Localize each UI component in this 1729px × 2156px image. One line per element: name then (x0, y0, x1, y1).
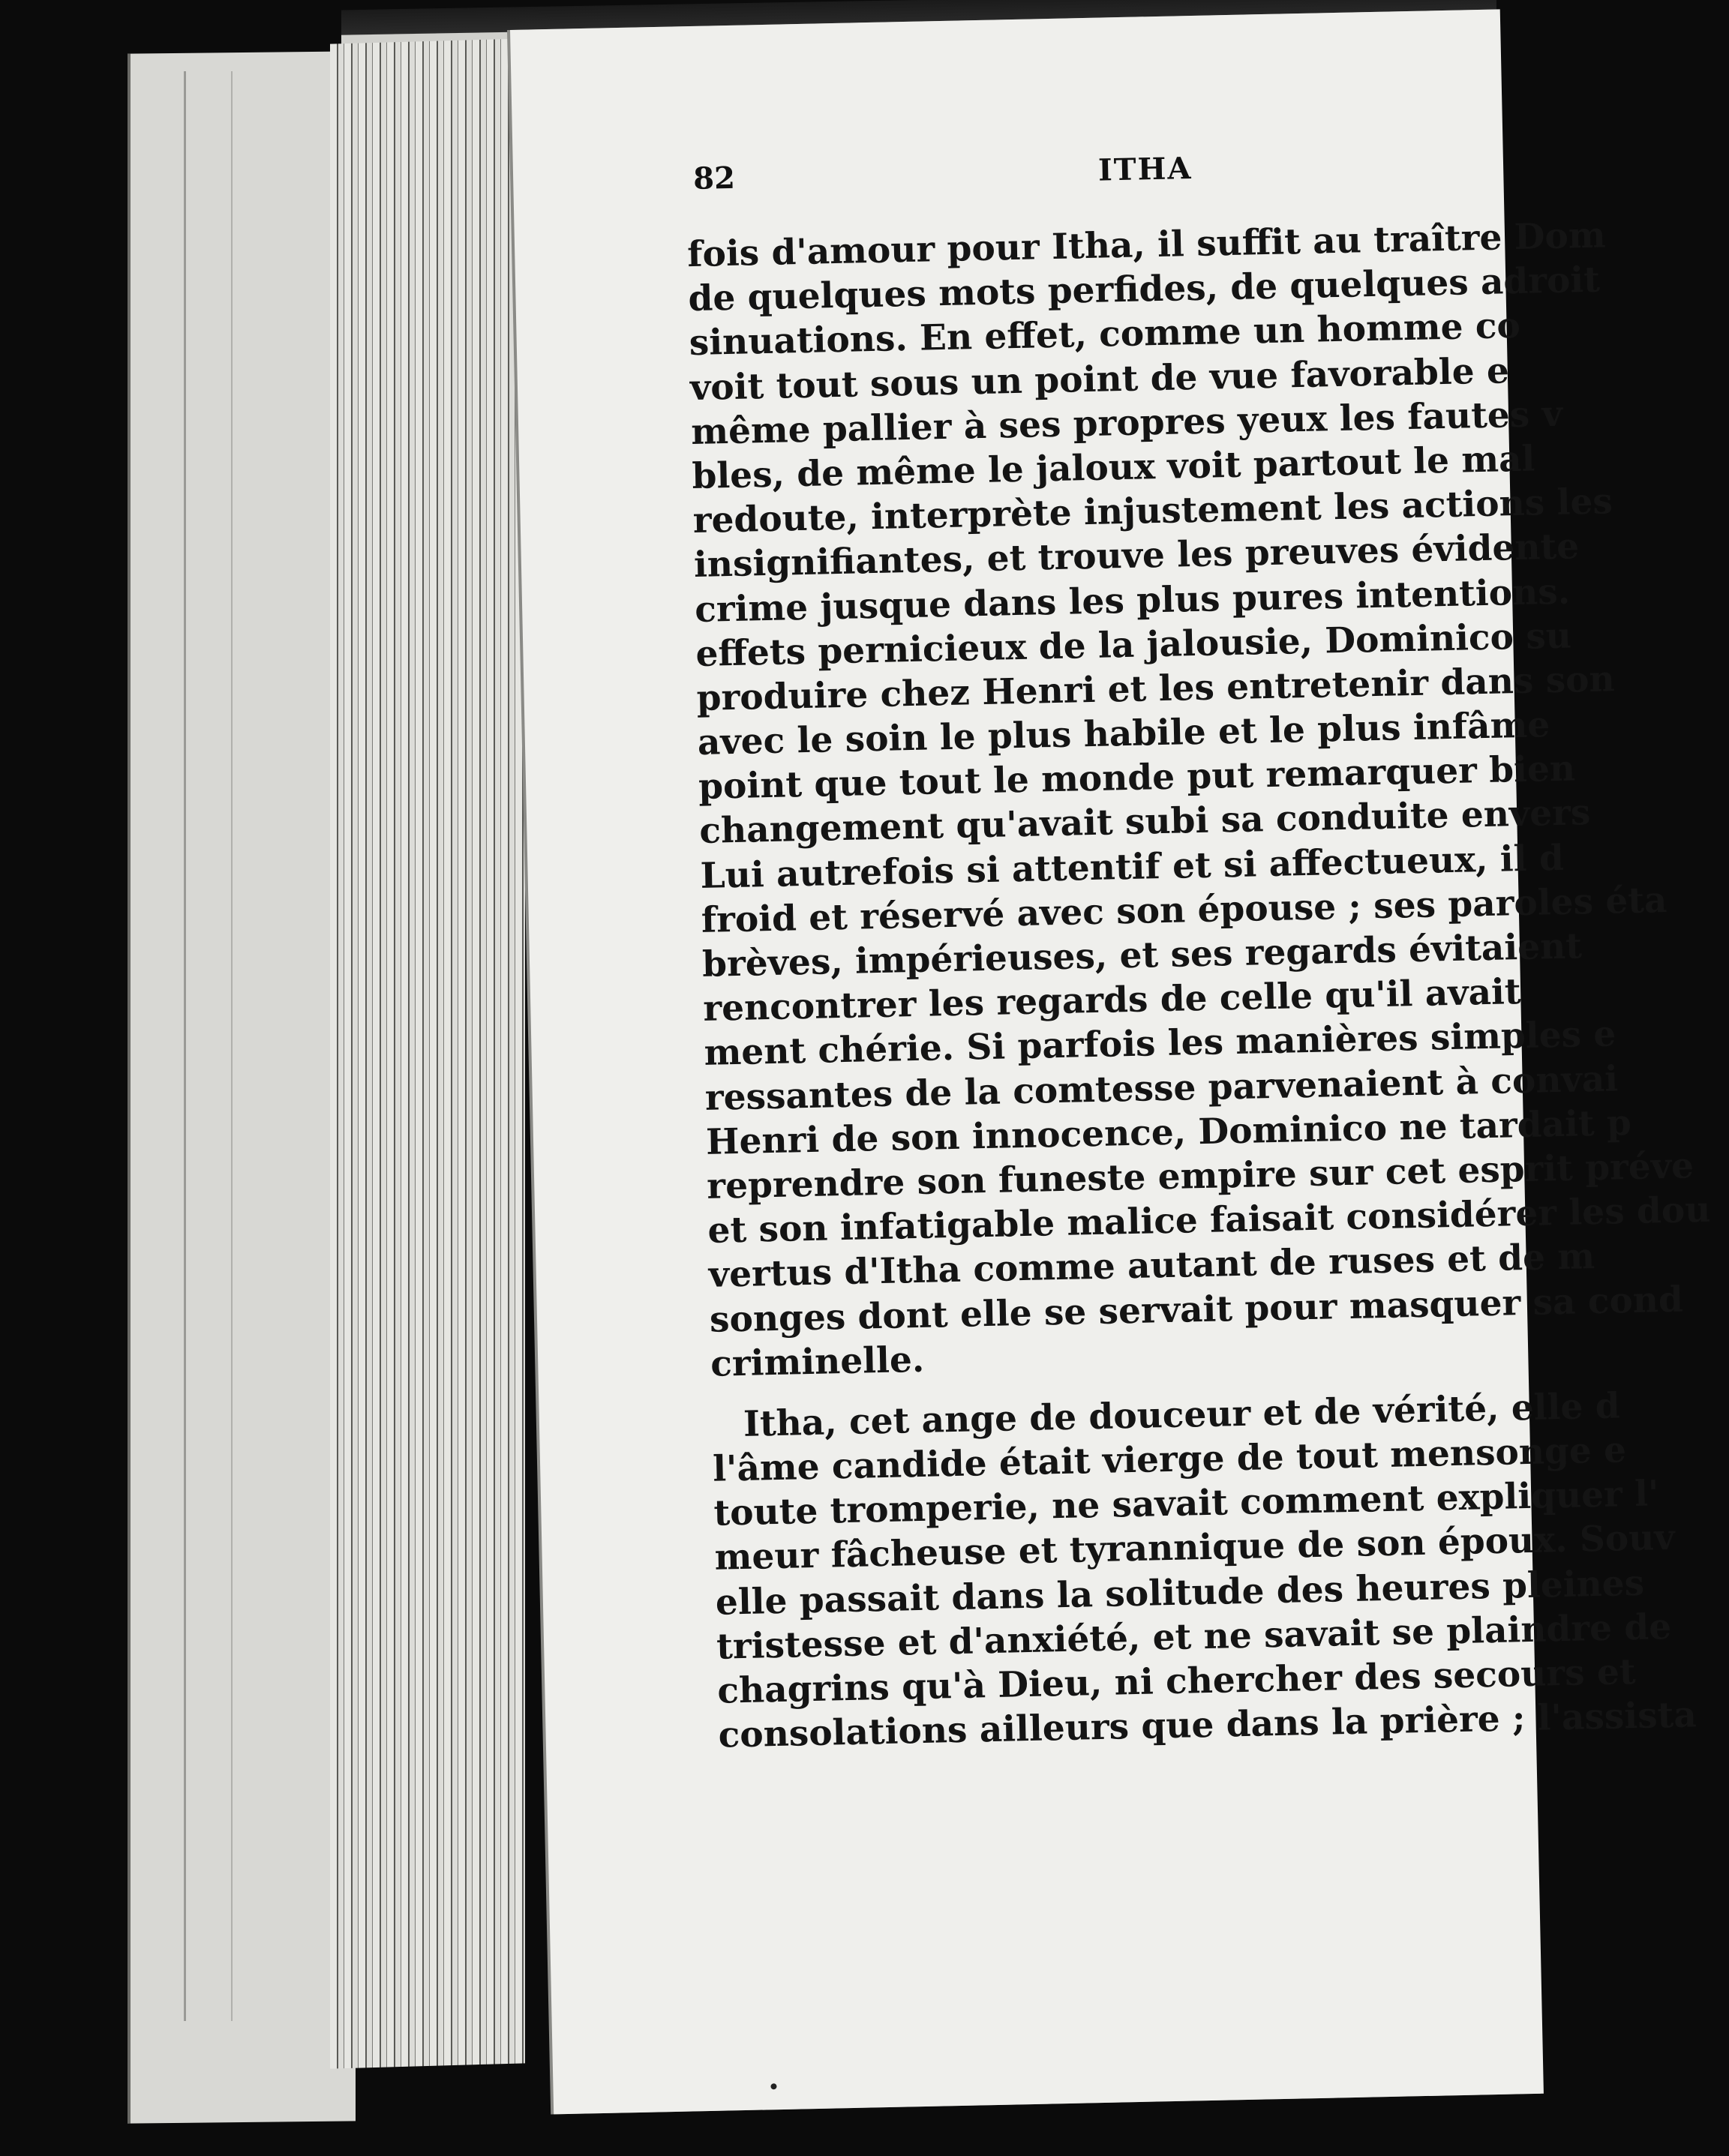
text-line: de quelques mots perfides, de quelques adroit (687, 259, 1601, 320)
text-line: crime jusque dans les plus pures intentions. (694, 571, 1571, 631)
text-line: sinuations. En effet, comme un homme co (689, 305, 1521, 364)
text-line: elle passait dans la solitude des heures pleines (715, 1562, 1645, 1624)
text-line: toute tromperie, ne savait comment expliquer l' (713, 1473, 1659, 1534)
text-line: fois d'amour pour Itha, il suffit au traître Dom (686, 214, 1607, 276)
text-line: Itha, cet ange de douceur et de vérité, elle d (743, 1385, 1621, 1445)
text-line: point que tout le monde put remarquer bien (698, 748, 1576, 808)
text-line: avec le soin le plus habile et le plus infâme (697, 704, 1550, 764)
text-line: bles, de même le jaloux voit partout le mal (691, 438, 1535, 497)
text-line: et son infatigable malice faisait considérer les dou (707, 1189, 1711, 1252)
text-line: brèves, impérieuses, et ses regards évitaient (701, 925, 1583, 985)
page-number: 82 (692, 160, 736, 196)
text-line: rencontrer les regards de celle qu'il avait (702, 971, 1522, 1030)
text-line: effets pernicieux de la jalousie, Dominico su (695, 615, 1572, 675)
text-line: criminelle. (710, 1339, 925, 1385)
text-line: meur fâcheuse et tyrannique de son époux. Souv (714, 1517, 1676, 1579)
text-line: même pallier à ses propres yeux les fautes v (690, 393, 1563, 453)
board-fold-line (184, 71, 233, 2021)
book-page (510, 9, 1711, 2114)
text-line: consolations ailleurs que dans la prière ; l'assista (718, 1694, 1697, 1756)
text-line: redoute, interprète injustement les actions les (692, 481, 1613, 542)
page-edges-stack (330, 38, 525, 2068)
text-line: reprendre son funeste empire sur cet esprit préve (706, 1145, 1694, 1207)
left-board (128, 51, 356, 2123)
text-line: Lui autrefois si attentif et si affectueux, il d (700, 837, 1565, 897)
text-line: Henri de son innocence, Dominico ne tardait p (705, 1102, 1632, 1163)
text-line: songes dont elle se servait pour masquer sa cond (709, 1279, 1684, 1341)
text-line: chagrins qu'à Dieu, ni chercher des secours et (716, 1651, 1637, 1712)
running-title: ITHA (1097, 151, 1193, 188)
text-line: voit tout sous un point de vue favorable e (689, 349, 1510, 409)
paragraph-2 (711, 1384, 1697, 1758)
body-text (686, 214, 1711, 1758)
text-line: l'âme candide était vierge de tout mensonge e (712, 1429, 1627, 1490)
text-line: insignifiantes, et trouve les preuves évidente (693, 526, 1580, 586)
text-line: ment chérie. Si parfois les manières simples e (704, 1013, 1616, 1075)
paragraph-1 (686, 214, 1711, 1387)
text-line: tristesse et d'anxiété, et ne savait se plaindre de (716, 1606, 1672, 1668)
text-line: produire chez Henri et les entretenir dans son (696, 658, 1616, 719)
text-line: vertus d'Itha comme autant de ruses et de m (708, 1236, 1595, 1297)
text-line: froid et réservé avec son épouse ; ses paroles éta (701, 879, 1667, 941)
ink-speck (770, 2083, 776, 2089)
text-line: ressantes de la comtesse parvenaient à convai (704, 1057, 1619, 1119)
running-head (692, 144, 1518, 196)
text-line: changement qu'avait subi sa conduite envers (698, 792, 1591, 853)
